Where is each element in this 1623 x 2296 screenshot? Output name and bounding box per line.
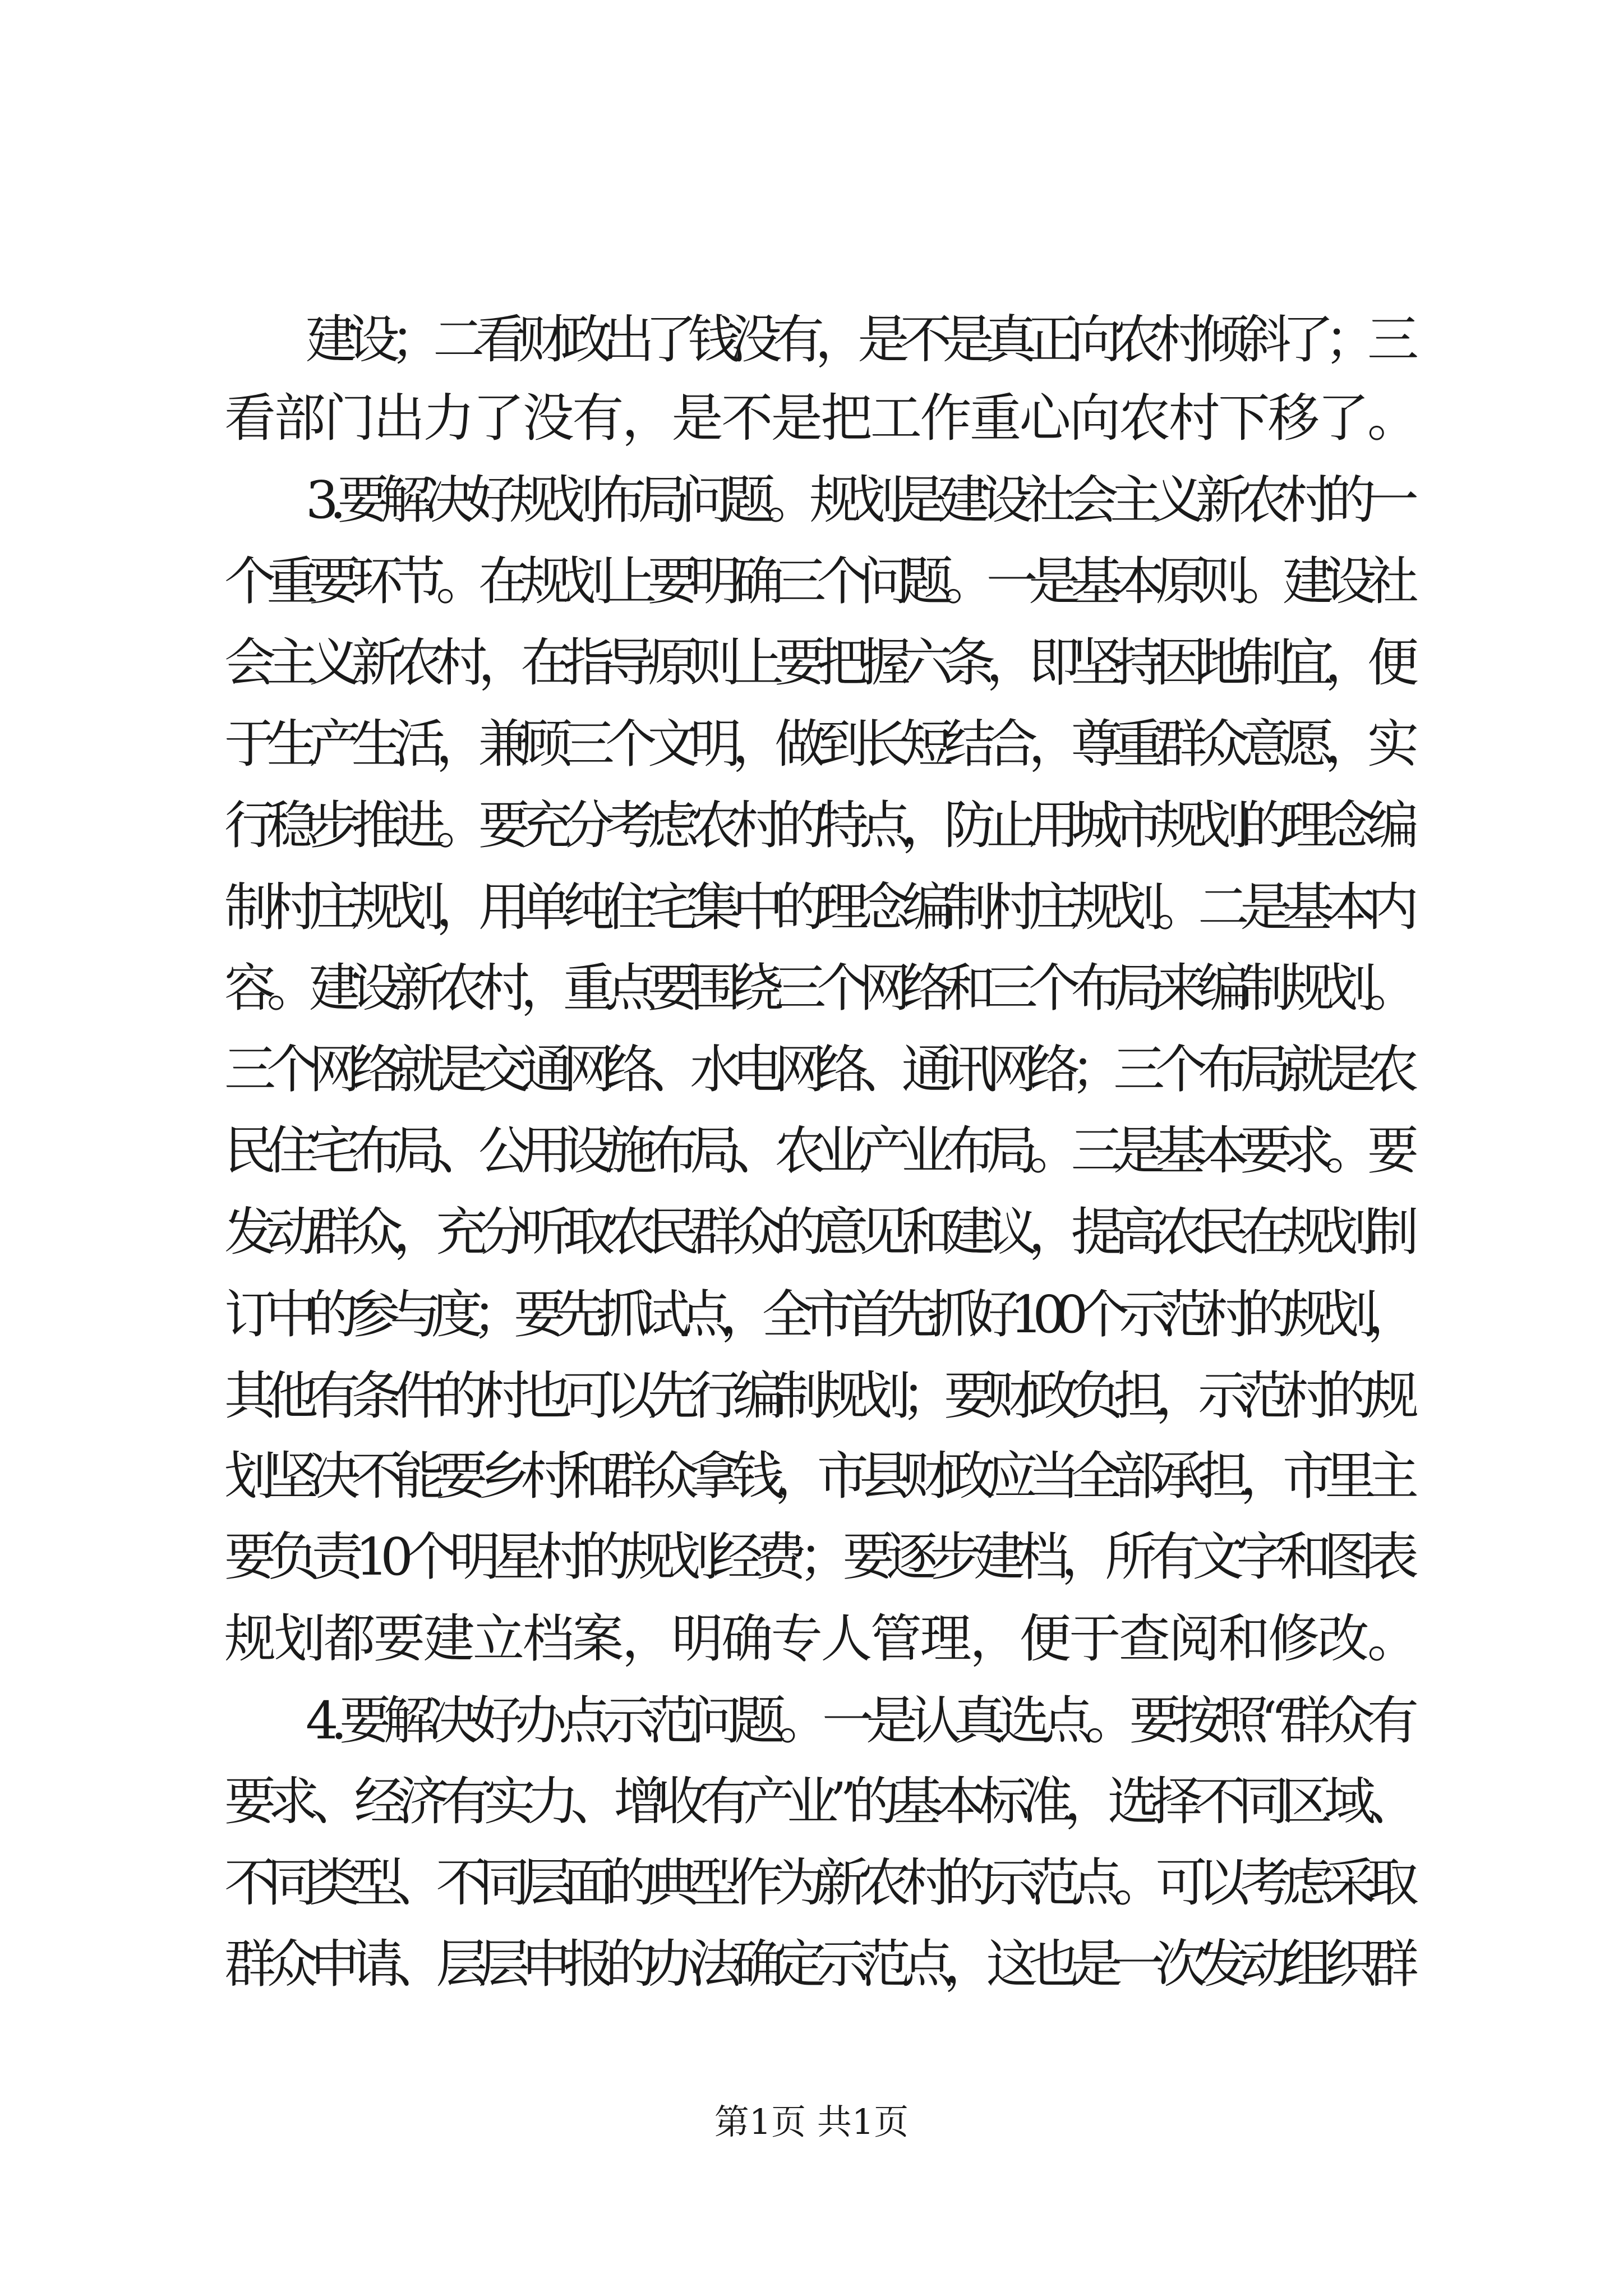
line-text: 个重要环节。在规划上要明确三个问题。一是基本原则。建设社	[224, 551, 1410, 611]
line-text: 会主义新农村，在指导原则上要把握六条，即坚持因地制宜，便	[224, 633, 1410, 693]
line-text: 群众申请、层层申报的办法确定示范点，这也是一次发动组织群	[224, 1934, 1410, 1994]
text-line-3	[0, 466, 1623, 535]
text-line-6	[0, 710, 1623, 779]
text-line-17	[0, 1604, 1623, 1674]
text-line-9	[0, 954, 1623, 1023]
page-footer: 第1页 共1页	[714, 2101, 909, 2142]
line-text: 看部门出力了没有，是不是把工作重心向农村下移了。	[224, 388, 1417, 448]
line-text: 发动群众，充分听取农民群众的意见和建议，提高农民在规划制	[224, 1202, 1410, 1262]
text-line-20	[0, 1848, 1623, 1918]
text-line-7	[0, 791, 1623, 861]
text-line-2	[0, 384, 1623, 453]
line-text: 不同类型、不同层面的典型作为新农村的示范点。可以考虑采取	[224, 1853, 1410, 1913]
line-text: 行稳步推进。要充分考虑农村的特点，防止用城市规划的理念编	[224, 795, 1410, 855]
line-text: 民住宅布局、公用设施布局、农业产业布局。三是基本要求。要	[224, 1121, 1410, 1181]
line-text: 划坚决不能要乡村和群众拿钱，市县财政应当全部承担，市里主	[224, 1446, 1410, 1506]
line-text: 3.要解决好规划布局问题。规划是建设社会主义新农村的一	[306, 470, 1410, 530]
text-line-1	[0, 305, 1623, 375]
line-text: 要求、经济有实力、增收有产业”的基本标准，选择不同区域、	[224, 1772, 1411, 1832]
text-line-15	[0, 1442, 1623, 1511]
line-text: 其他有条件的村也可以先行编制规划；要财政负担，示范村的规	[224, 1366, 1410, 1426]
line-text: 建设；二看财政出了钱没有，是不是真正向农村倾斜了；三	[306, 310, 1410, 370]
text-line-21	[0, 1930, 1623, 1999]
text-line-16	[0, 1522, 1623, 1592]
text-line-12	[0, 1198, 1623, 1267]
line-text: 三个网络就是交通网络、水电网络、通讯网络；三个布局就是农	[224, 1039, 1410, 1099]
line-text: 规划都要建立档案，明确专人管理，便于查阅和修改。	[224, 1609, 1417, 1669]
line-text: 制村庄规划，用单纯住宅集中的理念编制村庄规划。二是基本内	[224, 877, 1410, 937]
text-line-13	[0, 1280, 1623, 1350]
text-line-14	[0, 1361, 1623, 1431]
text-line-4	[0, 547, 1623, 616]
text-line-11	[0, 1116, 1623, 1186]
text-line-5	[0, 628, 1623, 698]
line-text: 订中的参与度；要先抓试点，全市首先抓好100个示范村的规划，	[224, 1285, 1409, 1345]
line-text: 容。建设新农村，重点要围绕三个网络和三个布局来编制规划。	[224, 958, 1410, 1018]
line-text: 4.要解决好办点示范问题。一是认真选点。要按照“群众有	[306, 1691, 1412, 1751]
text-line-10	[0, 1035, 1623, 1105]
text-line-18	[0, 1686, 1623, 1756]
line-text: 要负责10个明星村的规划经费；要逐步建档，所有文字和图表	[224, 1527, 1411, 1587]
text-line-8	[0, 873, 1623, 942]
text-line-19	[0, 1767, 1623, 1837]
line-text: 于生产生活，兼顾三个文明，做到长短结合，尊重群众意愿，实	[224, 714, 1410, 774]
